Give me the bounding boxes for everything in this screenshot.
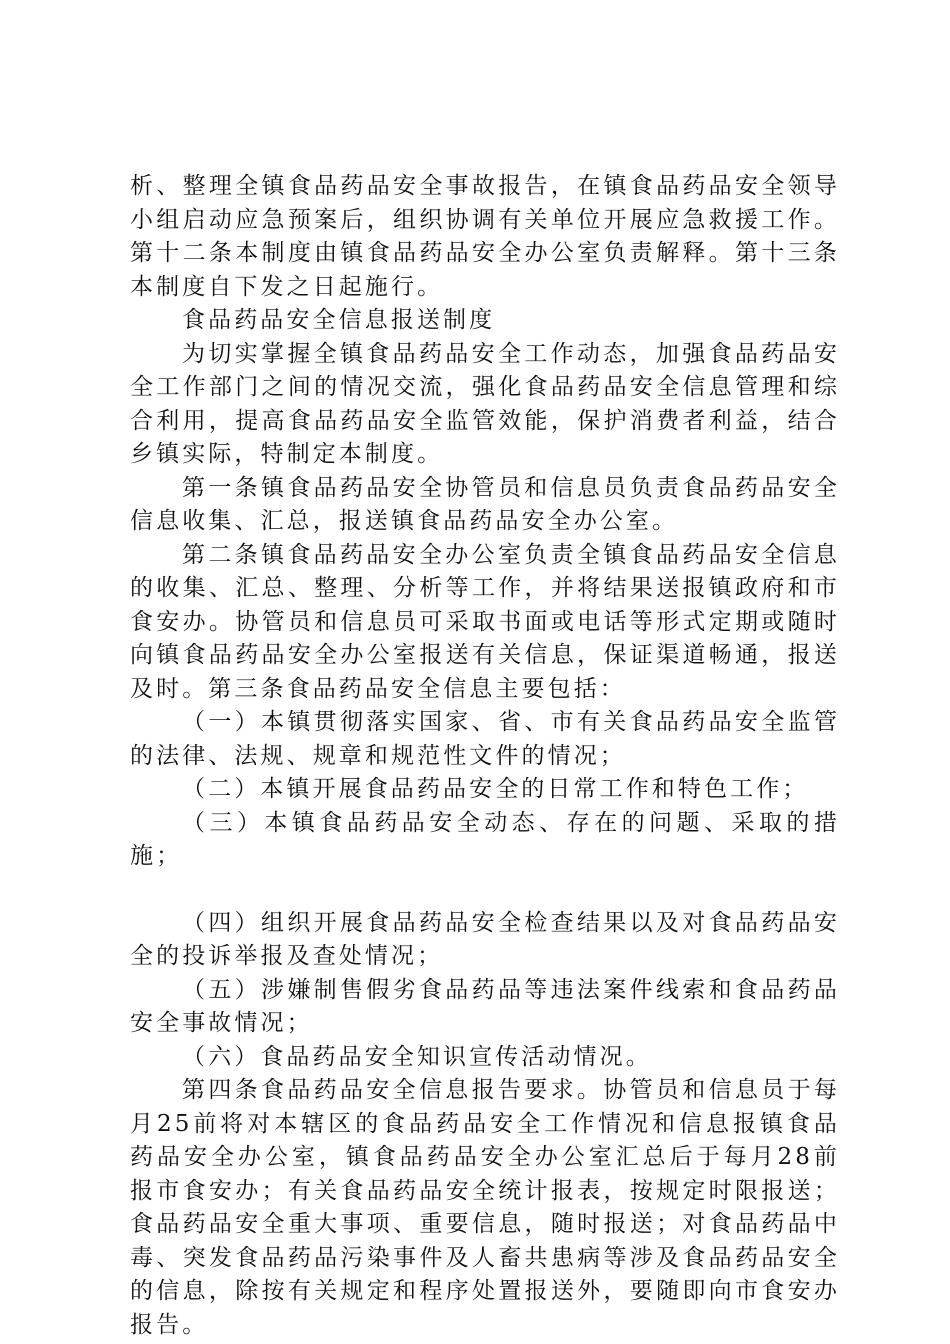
paragraph-article-11-end: 析、整理全镇食品药品安全事故报告，在镇食品药品安全领导小组启动应急预案后，组织协调有关单位开展应急救援工作。第十二条本制度由镇食品药品安全办公室负责解释。第十三条本制度自下发之日起施行。 (130, 173, 840, 300)
paragraph-preamble: 为切实掌握全镇食品药品安全工作动态，加强食品药品安全工作部门之间的情况交流，强化食品药品安全信息管理和综合利用，提高食品药品安全监管效能，保护消费者利益，结合乡镇实际，特制定本制度。 (130, 340, 840, 467)
paragraph-article-4: 第四条食品药品安全信息报告要求。协管员和信息员于每月25前将对本辖区的食品药品安全工作情况和信息报镇食品药品安全办公室，镇食品药品安全办公室汇总后于每月28前报市食安办；有关食品药品安全统计报表，按规定时限报送；食品药品安全重大事项、重要信息，随时报送；对食品药品中毒、突发食品药品污染事件及人畜共患病等涉及食品药品安全的信息，除按有关规定和程序处置报送外，要随即向市食安办报告。 (130, 1077, 840, 1338)
list-item-4: （四）组织开展食品药品安全检查结果以及对食品药品安全的投诉举报及查处情况； (130, 909, 840, 969)
section-title: 食品药品安全信息报送制度 (182, 307, 496, 333)
blank-line (130, 874, 840, 907)
list-item-3: （三）本镇食品药品安全动态、存在的问题、采取的措施； (130, 809, 840, 869)
paragraph-article-1: 第一条镇食品药品安全协管员和信息员负责食品药品安全信息收集、汇总，报送镇食品药品安全办公室。 (130, 474, 840, 534)
list-item-2: （二）本镇开展食品药品安全的日常工作和特色工作； (182, 776, 809, 802)
paragraph-article-2: 第二条镇食品药品安全办公室负责全镇食品药品安全信息的收集、汇总、整理、分析等工作，并将结果送报镇政府和市食安办。协管员和信息员可采取书面或电话等形式定期或随时向镇食品药品安全办公室报送有关信息，保证渠道畅通，报送及时。第三条食品药品安全信息主要包括： (130, 541, 840, 702)
document-body (130, 170, 840, 1342)
list-item-1: （一）本镇贯彻落实国家、省、市有关食品药品安全监管的法律、法规、规章和规范性文件的情况； (130, 709, 840, 769)
list-item-5: （五）涉嫌制售假劣食品药品等违法案件线索和食品药品安全事故情况； (130, 976, 840, 1036)
list-item-6: （六）食品药品安全知识宣传活动情况。 (182, 1043, 652, 1070)
